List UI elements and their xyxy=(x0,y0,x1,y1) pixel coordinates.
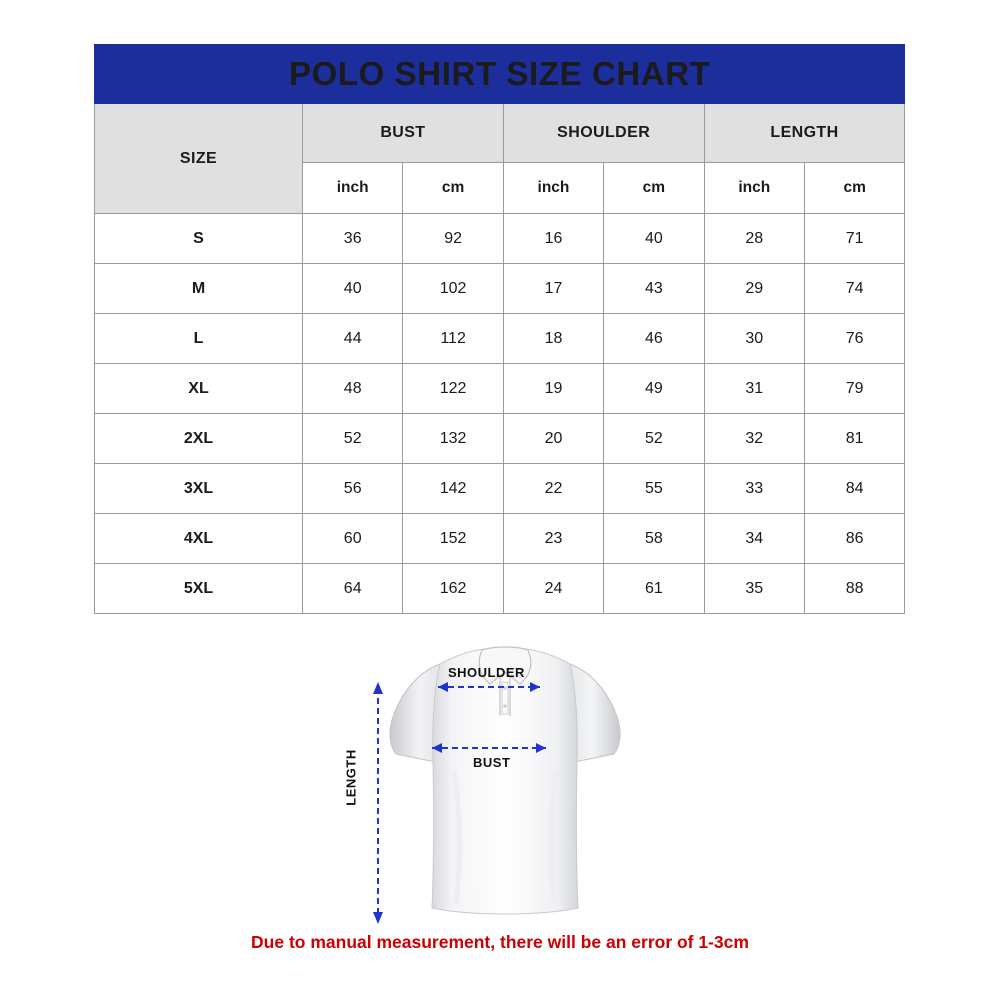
cell-shoulder-inch: 16 xyxy=(503,214,603,264)
page-title: POLO SHIRT SIZE CHART xyxy=(95,45,905,104)
cell-bust-cm: 122 xyxy=(403,364,503,414)
cell-length-cm: 79 xyxy=(804,364,904,414)
cell-length-inch: 28 xyxy=(704,214,804,264)
cell-bust-cm: 142 xyxy=(403,464,503,514)
unit-header-length-inch: inch xyxy=(704,163,804,214)
column-header-length: LENGTH xyxy=(704,104,905,163)
cell-length-cm: 71 xyxy=(804,214,904,264)
cell-shoulder-cm: 49 xyxy=(604,364,704,414)
column-header-size: SIZE xyxy=(95,104,303,214)
table-row xyxy=(95,314,905,364)
cell-size: M xyxy=(95,264,303,314)
cell-shoulder-cm: 61 xyxy=(604,564,704,614)
label-length: LENGTH xyxy=(343,749,359,806)
cell-shoulder-cm: 43 xyxy=(604,264,704,314)
cell-length-cm: 81 xyxy=(804,414,904,464)
cell-bust-cm: 152 xyxy=(403,514,503,564)
cell-length-cm: 84 xyxy=(804,464,904,514)
column-header-shoulder: SHOULDER xyxy=(503,104,704,163)
table-group-header-row xyxy=(95,104,905,163)
unit-header-bust-inch: inch xyxy=(303,163,403,214)
cell-shoulder-cm: 52 xyxy=(604,414,704,464)
cell-size: 2XL xyxy=(95,414,303,464)
cell-length-inch: 33 xyxy=(704,464,804,514)
cell-size: L xyxy=(95,314,303,364)
cell-length-cm: 74 xyxy=(804,264,904,314)
cell-bust-cm: 162 xyxy=(403,564,503,614)
cell-shoulder-cm: 58 xyxy=(604,514,704,564)
table-title-row xyxy=(95,45,905,104)
column-header-bust: BUST xyxy=(303,104,504,163)
cell-length-inch: 34 xyxy=(704,514,804,564)
unit-header-bust-cm: cm xyxy=(403,163,503,214)
cell-length-inch: 32 xyxy=(704,414,804,464)
cell-bust-inch: 40 xyxy=(303,264,403,314)
cell-bust-inch: 64 xyxy=(303,564,403,614)
table-row xyxy=(95,364,905,414)
table-row xyxy=(95,564,905,614)
measurement-note: Due to manual measurement, there will be an error of 1-3cm xyxy=(251,932,749,952)
cell-size: XL xyxy=(95,364,303,414)
size-chart-table xyxy=(94,44,905,614)
cell-bust-inch: 36 xyxy=(303,214,403,264)
cell-bust-cm: 92 xyxy=(403,214,503,264)
unit-header-shoulder-inch: inch xyxy=(503,163,603,214)
cell-size: S xyxy=(95,214,303,264)
table-row xyxy=(95,214,905,264)
cell-shoulder-cm: 40 xyxy=(604,214,704,264)
cell-size: 5XL xyxy=(95,564,303,614)
cell-length-inch: 30 xyxy=(704,314,804,364)
table-row xyxy=(95,414,905,464)
label-shoulder: SHOULDER xyxy=(448,665,525,680)
size-chart-table-wrapper xyxy=(94,44,904,614)
cell-bust-cm: 102 xyxy=(403,264,503,314)
table-row xyxy=(95,464,905,514)
unit-header-length-cm: cm xyxy=(804,163,904,214)
cell-length-inch: 31 xyxy=(704,364,804,414)
cell-bust-cm: 132 xyxy=(403,414,503,464)
cell-bust-cm: 112 xyxy=(403,314,503,364)
cell-shoulder-inch: 18 xyxy=(503,314,603,364)
cell-length-inch: 35 xyxy=(704,564,804,614)
cell-length-cm: 76 xyxy=(804,314,904,364)
cell-size: 4XL xyxy=(95,514,303,564)
cell-length-cm: 88 xyxy=(804,564,904,614)
cell-bust-inch: 60 xyxy=(303,514,403,564)
unit-header-shoulder-cm: cm xyxy=(604,163,704,214)
cell-shoulder-inch: 23 xyxy=(503,514,603,564)
cell-shoulder-inch: 20 xyxy=(503,414,603,464)
cell-bust-inch: 56 xyxy=(303,464,403,514)
cell-bust-inch: 48 xyxy=(303,364,403,414)
cell-shoulder-inch: 19 xyxy=(503,364,603,414)
cell-length-cm: 86 xyxy=(804,514,904,564)
cell-bust-inch: 52 xyxy=(303,414,403,464)
cell-size: 3XL xyxy=(95,464,303,514)
cell-length-inch: 29 xyxy=(704,264,804,314)
cell-shoulder-cm: 55 xyxy=(604,464,704,514)
table-row xyxy=(95,264,905,314)
cell-bust-inch: 44 xyxy=(303,314,403,364)
label-bust: BUST xyxy=(473,755,511,770)
table-row xyxy=(95,514,905,564)
cell-shoulder-inch: 17 xyxy=(503,264,603,314)
polo-shirt-image xyxy=(370,642,640,927)
cell-shoulder-cm: 46 xyxy=(604,314,704,364)
measurement-illustration xyxy=(330,630,680,930)
cell-shoulder-inch: 22 xyxy=(503,464,603,514)
cell-shoulder-inch: 24 xyxy=(503,564,603,614)
